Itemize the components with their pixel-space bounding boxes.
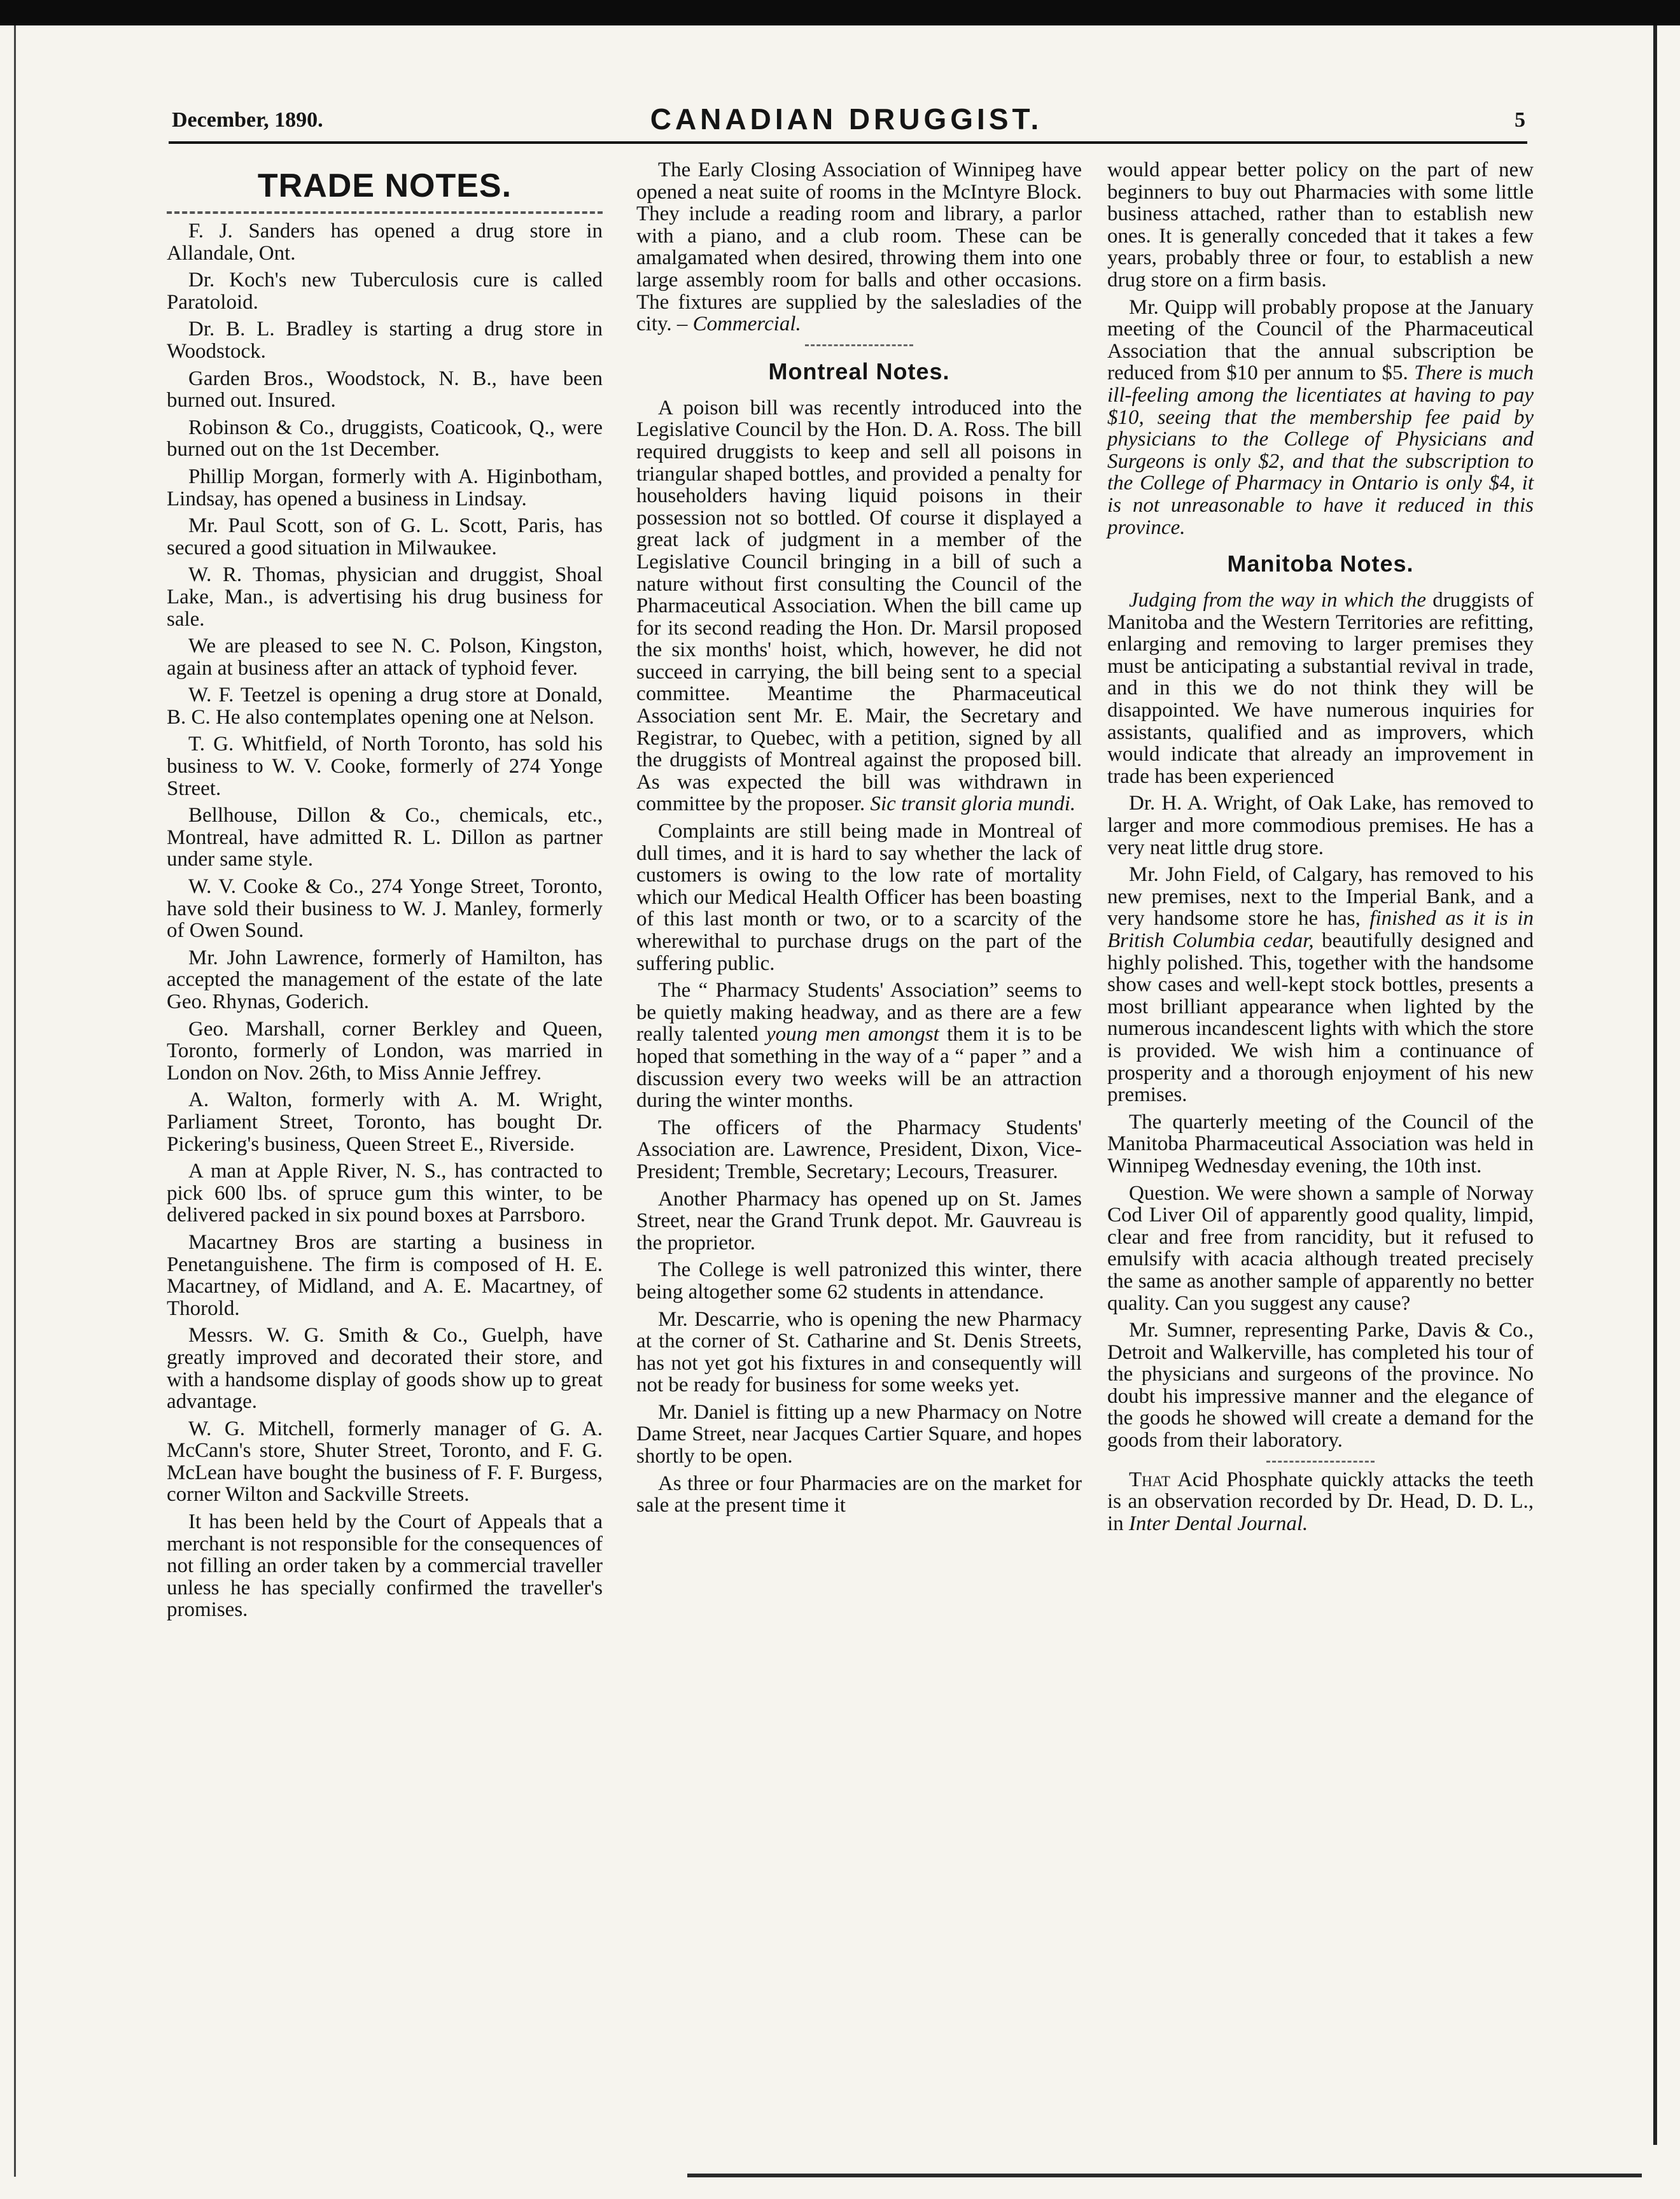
trade-note-item: Mr. John Lawrence, formerly of Hamilton, has accepted the management of the estate of the late Geo. Rhynas, Goderich. [167,946,603,1013]
trade-note-item: A man at Apple River, N. S., has contracted to pick 600 lbs. of spruce gum this winter, to be delivered packed in six pound boxes at Parrsboro. [167,1160,603,1227]
scan-top-border [0,0,1680,25]
montreal-notes-heading: Montreal Notes. [768,358,950,384]
trade-note-item: We are pleased to see N. C. Polson, Kingston, again at business after an attack of typhoid fever. [167,635,603,680]
montreal-note-italic: There is much ill-feeling among the licentiates at having to pay $10, seeing that the membership fee paid by physicians to the College of Physicians and Surgeons is only $2, and that the subscription to the College of Pharmacy in Ontario is only $4, it is not unreasonable to have it reduced in this province. [1107,362,1534,539]
masthead: CANADIAN DRUGGIST. [650,102,1043,136]
trade-note-item: It has been held by the Court of Appeals that a merchant is not responsible for the consequences of not filling an order taken by a commercial traveller unless he has specially confirmed the traveller's promises. [167,1510,603,1622]
scan-bottom-edge [687,2174,1642,2177]
manitoba-note-italic: Judging from the way in which the [1129,589,1427,612]
trade-note-item: Garden Bros., Woodstock, N. B., have been burned out. Insured. [167,367,603,412]
manitoba-note: Mr. Sumner, representing Parke, Davis & Co., Detroit and Walkerville, has completed his tour of the physicians and surgeons of the province. No doubt his impressive manner and the elegance of the goods he showed will create a demand for the goods from their laboratory. [1107,1319,1534,1452]
montreal-note: The College is well patronized this winter, there being altogether some 62 students in attendance. [636,1258,1082,1303]
trade-note-item: Bellhouse, Dillon & Co., chemicals, etc., Montreal, have admitted R. L. Dillon as partner under same style. [167,804,603,871]
issue-date: December, 1890. [172,108,323,132]
montreal-note: The officers of the Pharmacy Students' Association are. Lawrence, President, Dixon, Vice-President; Tremble, Secretary; Lecours, Treasurer. [636,1116,1082,1183]
montreal-note: Mr. Descarrie, who is opening the new Pharmacy at the corner of St. Catharine and St. Denis Streets, has not yet got his fixtures in and consequently will not be ready for business for some weeks yet. [636,1307,1082,1397]
section-divider [805,344,913,346]
montreal-note [636,980,1082,1112]
winnipeg-note [636,159,1082,335]
montreal-note-text: A poison bill was recently introduced into the Legislative Council by the Hon. D. A. Ross. The bill required druggists to keep and sell all poisons in triangular shaped bottles, and provided a penalty for householders having liquid poisons in their possession not so bottled. Of course it displayed a great lack of judgment in a member of the Legislative Council bringing in a bill of such a nature without first consulting the Council of the Pharmaceutical Association. When the bill came up for its second reading the Hon. Dr. Marsil proposed the six months' hoist, which, however, he did not succeed in carrying, the bill being sent to a special committee. Meantime the Pharmaceutical Association sent Mr. E. Mair, the Secretary and Registrar, to Quebec, with a petition, signed by all the druggists of Montreal against the proposed bill. As was expected the bill was withdrawn in committee by the proposer. [636,396,1082,816]
manitoba-note [1107,589,1534,787]
montreal-note: Another Pharmacy has opened up on St. James Street, near the Grand Trunk depot. Mr. Gauvreau is the proprietor. [636,1187,1082,1254]
trade-note-item: Phillip Morgan, formerly with A. Higinbotham, Lindsay, has opened a business in Lindsay. [167,465,603,510]
section-divider [1266,1461,1375,1463]
header-rule [169,141,1527,144]
montreal-note [636,397,1082,815]
manitoba-note-text: druggists of Manitoba and the Western Territories are refitting, enlarging and removing to larger premises they must be anticipating a substantial revival in trade, and in this we do not think they will be disappointed. We have numerous inquiries for assistants, qualified and as improvers, which would indicate that already an improvement in trade has been experienced [1107,589,1534,788]
manitoba-note: The quarterly meeting of the Council of the Manitoba Pharmaceutical Association was held in Winnipeg Wednesday evening, the 10th inst. [1107,1110,1534,1177]
montreal-note: Complaints are still being made in Montreal of dull times, and it is hard to say whether the lack of customers is owing to the low rate of mortality which our Medical Health Officer has been boasting of this last month or two, or to a scarcity of the wherewithal to purchase drugs on the part of the suffering public. [636,820,1082,975]
column-1 [167,159,603,1626]
montreal-note: As three or four Pharmacies are on the market for sale at the present time it [636,1472,1082,1517]
montreal-note: Mr. Daniel is fitting up a new Pharmacy on Notre Dame Street, near Jacques Cartier Square, and hopes shortly to be open. [636,1400,1082,1468]
acid-note-text: Acid Phosphate quickly attacks the teeth is an observation recorded by Dr. Head, D. D. L., in [1107,1468,1534,1535]
trade-note-item: Mr. Paul Scott, son of G. L. Scott, Paris, has secured a good situation in Milwaukee. [167,514,603,559]
trade-note-item: A. Walton, formerly with A. M. Wright, Parliament Street, Toronto, has bought Dr. Pickering's business, Queen Street E., Riverside. [167,1088,603,1156]
trade-note-item: W. G. Mitchell, formerly manager of G. A. McCann's store, Shuter Street, Toronto, and F. G. McLean have bought the business of F. F. Burgess, corner Wilton and Sackville Streets. [167,1417,603,1507]
acid-note-source: Inter Dental Journal. [1128,1512,1308,1535]
montreal-note-text: The “ Pharmacy Students' Association” seems to be quietly making headway, and as there are a few really talented [636,979,1082,1046]
trade-note-item: Robinson & Co., druggists, Coaticook, Q., were burned out on the 1st December. [167,416,603,461]
manitoba-notes-heading: Manitoba Notes. [1227,551,1414,577]
trade-note-item: Dr. Koch's new Tuberculosis cure is called Paratoloid. [167,269,603,314]
trade-note-item: W. F. Teetzel is opening a drug store at Donald, B. C. He also contemplates opening one at Nelson. [167,684,603,729]
manitoba-note-italic: finished as it is in British Columbia cedar, [1107,907,1534,952]
montreal-note-continued: would appear better policy on the part of new beginners to buy out Pharmacies with some little business attached, rather than to establish new ones. It is generally conceded that it takes a few years, probably three or four, to establish a new drug store on a firm basis. [1107,158,1534,292]
trade-note-item: Geo. Marshall, corner Berkley and Queen, Toronto, formerly of London, was married in London on Nov. 26th, to Miss Annie Jeffrey. [167,1017,603,1085]
manitoba-note-text: Mr. John Field, of Calgary, has removed to his new premises, next to the Imperial Bank, and a very handsome store he has, [1107,863,1534,931]
montreal-note-italic: young men amongst [766,1023,939,1046]
winnipeg-note-source: Commercial. [692,313,801,336]
scan-right-edge [1653,25,1666,2145]
acid-phosphate-note [1107,1469,1534,1535]
manitoba-note: Question. We were shown a sample of Norway Cod Liver Oil of apparently good quality, limpid, clear and free from rancidity, but it refused to emulsify with acacia although treated precisely the same as another sample of apparently no better quality. Can you suggest any cause? [1107,1181,1534,1315]
trade-note-item: Macartney Bros are starting a business in Penetanguishene. The firm is composed of H. E. Macartney, of Midland, and A. E. Macartney, of Thorold. [167,1230,603,1320]
trade-notes-heading: TRADE NOTES. [257,167,512,204]
winnipeg-note-text: The Early Closing Association of Winnipeg have opened a neat suite of rooms in the McIntyre Block. They include a reading room and library, a parlor with a piano, and a club room. These can be amalgamated when desired, throwing them into one large assembly room for balls and other occasions. The fixtures are supplied by the salesladies of the city. – [636,158,1082,336]
trade-note-item: Messrs. W. G. Smith & Co., Guelph, have greatly improved and decorated their store, and with a handsome display of goods show up to great advantage. [167,1324,603,1414]
latin-phrase: Sic transit gloria mundi. [870,792,1076,816]
montreal-note [1107,297,1534,539]
montreal-note-text: them it is to be hoped that something in the way of a “ paper ” and a discussion every two weeks will be an attraction during the winter months. [636,1023,1082,1113]
trade-note-item: W. V. Cooke & Co., 274 Yonge Street, Toronto, have sold their business to W. J. Manley, formerly of Owen Sound. [167,875,603,943]
trade-note-item: F. J. Sanders has opened a drug store in Allandale, Ont. [167,220,603,265]
montreal-note-text: Mr. Quipp will probably propose at the January meeting of the Council of the Pharmaceutical Association that the annual subscription be reduced from $10 per annum to $5. [1107,295,1534,385]
heading-divider [167,211,603,214]
acid-note-lead: That [1129,1468,1170,1491]
manitoba-note [1107,864,1534,1106]
column-3 [1107,159,1534,1540]
scan-left-edge [14,25,16,2177]
trade-note-item: W. R. Thomas, physician and druggist, Shoal Lake, Man., is advertising his drug business for sale. [167,563,603,631]
page-number: 5 [1515,108,1525,132]
column-2 [636,159,1082,1522]
manitoba-note-text: beautifully designed and highly polished. This, together with the handsome show cases and well-kept stock bottles, presents a most brilliant appearance when lighted by the numerous incandescent lights with which the store is provided. We wish him a continuance of prosperity and a thorough enjoyment of his new premises. [1107,929,1534,1107]
manitoba-note: Dr. H. A. Wright, of Oak Lake, has removed to larger and more commodious premises. He has a very neat little drug store. [1107,792,1534,859]
trade-note-item: T. G. Whitfield, of North Toronto, has sold his business to W. V. Cooke, formerly of 274 Yonge Street. [167,733,603,800]
trade-note-item: Dr. B. L. Bradley is starting a drug store in Woodstock. [167,318,603,363]
